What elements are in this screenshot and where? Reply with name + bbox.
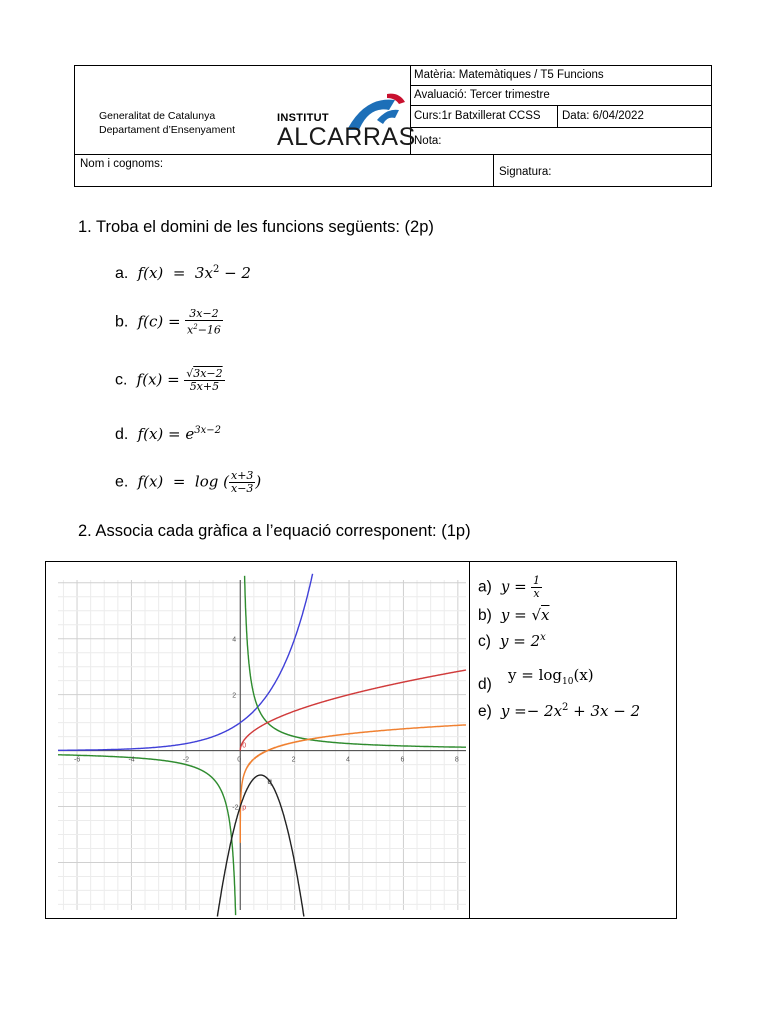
option-label: e): [478, 703, 492, 720]
grade-field: Nota:: [414, 135, 442, 147]
option-label: d): [478, 676, 492, 693]
option-a: [478, 575, 542, 600]
option-e: [478, 702, 640, 721]
option-b: [478, 606, 549, 625]
item-label: d.: [115, 426, 129, 443]
option-label: c): [478, 633, 491, 650]
name-field: Nom i cognoms:: [80, 158, 164, 170]
institution-line1: Generalitat de Catalunya: [99, 110, 216, 122]
equation-a: y =: [496, 577, 527, 596]
x-tick-label: 2: [291, 756, 296, 764]
parabola-curve: [217, 775, 304, 916]
graph-grid: [58, 580, 466, 910]
graph-axes: [58, 580, 466, 910]
institution-line2: Departament d’Ensenyament: [99, 124, 235, 136]
option-d: [478, 676, 492, 694]
x-tick-label: -6: [74, 756, 81, 764]
sqrt-curve: [240, 670, 466, 751]
course-row: [411, 106, 711, 128]
institution-block: [99, 109, 235, 137]
x-tick-label: -4: [128, 756, 135, 764]
q1-item-c: [115, 368, 225, 393]
graph-matching-box: [45, 561, 677, 919]
equation-b: y = √x: [496, 606, 550, 624]
origin-label: 0: [242, 742, 247, 750]
option-label: a): [478, 578, 492, 596]
q1-item-b: [115, 308, 223, 337]
fraction-c: $\frac{√3x-2}{5x+5}$: [186, 367, 223, 393]
logo-big-text: ALCARRAS: [277, 123, 416, 151]
fraction-b: $\frac{3x-2}{x^2-16}$: [187, 307, 221, 337]
evaluation-field: Avaluació: Tercer trimestre: [411, 86, 711, 106]
formula-d: $f(x) = e^{3x-2}$: [132, 425, 222, 443]
name-row: [75, 154, 711, 187]
y-tick-label: 4: [232, 636, 237, 644]
course-field: Curs:1r Batxillerat CCSS: [414, 110, 541, 122]
function-graph: [46, 562, 468, 918]
item-label: c.: [115, 371, 128, 389]
logo-small-text: INSTITUT: [277, 112, 329, 124]
x-tick-label: 0: [237, 756, 242, 764]
formula-b: f(c) =: [132, 312, 181, 331]
x-tick-label: 8: [454, 756, 459, 764]
item-label: a.: [115, 265, 129, 282]
question-2-title: 2. Associa cada gràfica a l’equació corresponent: (1p): [78, 522, 471, 540]
q1-item-d: [115, 425, 221, 444]
equation-e: $y =- 2x^2 + 3x - 2$: [496, 702, 641, 720]
log-curve: [240, 725, 466, 843]
curve-label-p: p: [242, 804, 247, 812]
q1-item-e: e. f(x) = log ( $\frac{x+3}{x-3}$ ): [115, 469, 262, 495]
x-tick-label: 6: [400, 756, 405, 764]
subject-field: Matèria: Matemàtiques / T5 Funcions: [411, 66, 711, 86]
fraction-e: $\frac{x+3}{x-3}$: [230, 469, 254, 495]
graph-divider: [469, 562, 470, 918]
x-tick-label: 4: [346, 756, 350, 764]
signature-divider: [493, 155, 494, 187]
formula-a: $f(x) = 3x^2 - 2$: [132, 264, 251, 282]
x-tick-label: -2: [182, 756, 190, 764]
equation-c: $y = 2^x$: [495, 632, 546, 650]
option-label: b): [478, 607, 492, 624]
equation-d: $y = \log_{10}(x)$: [508, 666, 594, 687]
item-label: e.: [115, 473, 129, 491]
question-1-title: 1. Troba el domini de les funcions següents: (2p): [78, 218, 434, 236]
y-tick-label: 2: [232, 692, 237, 700]
exp-curve: [58, 574, 313, 751]
item-label: b.: [115, 313, 129, 331]
signature-field: Signatura:: [499, 166, 552, 178]
header-table: [74, 65, 712, 187]
y-tick-label: -2: [232, 804, 239, 812]
formula-e: f(x) = log (: [132, 472, 229, 491]
fraction-1-over-x: $\frac{1}{x}$: [533, 574, 541, 600]
curve-label-q: q: [267, 777, 272, 787]
reciprocal-curve-right: [245, 576, 466, 747]
formula-c: f(x) =: [131, 370, 180, 389]
header-info-cell: [411, 66, 711, 154]
date-field: Data: 6/04/2022: [557, 106, 644, 128]
option-c: [478, 632, 546, 651]
q1-item-a: [115, 264, 251, 283]
header-logo-cell: [75, 66, 416, 154]
